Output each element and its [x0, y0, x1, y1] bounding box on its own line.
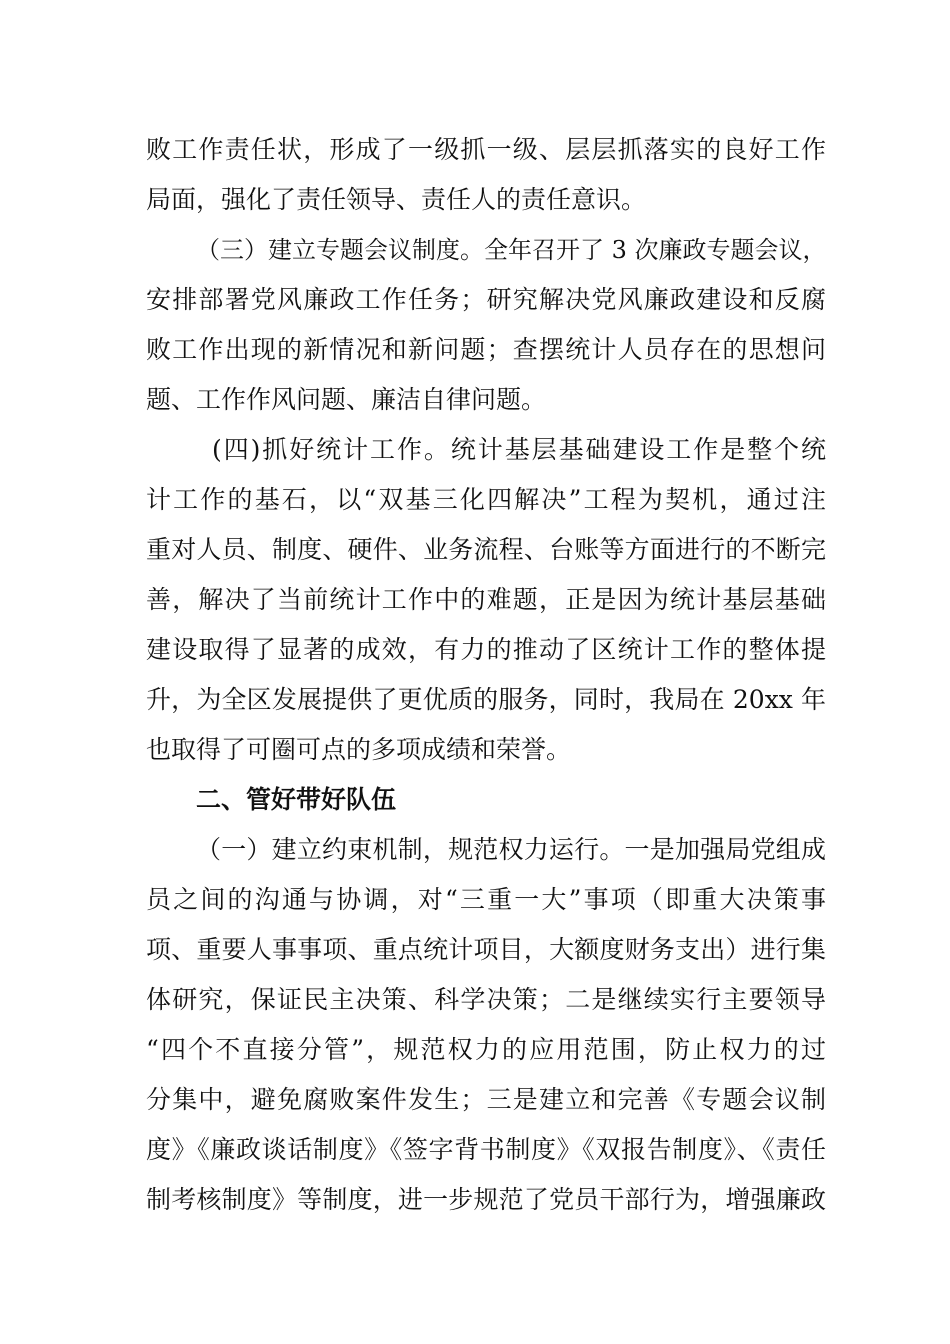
paragraph-first-line: (四)抓好统计工作。统计基层基础建设工作是整个统	[212, 435, 826, 464]
text-line: 善，解决了当前统计工作中的难题，正是因为统计基层基础	[146, 585, 826, 614]
text-line: 制考核制度》等制度，进一步规范了党员干部行为，增强廉政	[146, 1185, 826, 1214]
text-line: 败工作责任状，形成了一级抓一级、层层抓落实的良好工作	[146, 135, 826, 164]
text-line: 题、工作作风问题、廉洁自律问题。	[146, 385, 547, 414]
text-line: 度》《廉政谈话制度》《签字背书制度》《双报告制度》、《责任	[146, 1135, 826, 1164]
text-line: 重对人员、制度、硬件、业务流程、台账等方面进行的不断完	[146, 535, 826, 564]
text-line: 计工作的基石，以“双基三化四解决”工程为契机，通过注	[146, 485, 826, 514]
paragraph-first-line: （三）建立专题会议制度。全年召开了 3 次廉政专题会议，	[196, 236, 827, 264]
text-line: 局面，强化了责任领导、责任人的责任意识。	[146, 185, 647, 214]
text-line: 升，为全区发展提供了更优质的服务，同时，我局在 20xx 年	[146, 685, 826, 714]
text-line: “四个不直接分管”，规范权力的应用范围，防止权力的过	[146, 1035, 826, 1064]
paragraph-first-line: （一）建立约束机制，规范权力运行。一是加强局党组成	[196, 835, 826, 864]
text-line: 建设取得了显著的成效，有力的推动了区统计工作的整体提	[146, 635, 826, 664]
section-heading: 二、管好带好队伍	[196, 785, 397, 814]
text-line: 败工作出现的新情况和新问题；查摆统计人员存在的思想问	[146, 335, 826, 364]
text-line: 员之间的沟通与协调，对“三重一大”事项（即重大决策事	[146, 885, 826, 914]
text-line: 也取得了可圈可点的多项成绩和荣誉。	[146, 735, 572, 764]
text-line: 安排部署党风廉政工作任务；研究解决党风廉政建设和反腐	[146, 285, 826, 314]
text-line: 体研究，保证民主决策、科学决策；二是继续实行主要领导	[146, 985, 826, 1014]
text-line: 分集中，避免腐败案件发生；三是建立和完善《专题会议制	[146, 1085, 826, 1114]
text-line: 项、重要人事事项、重点统计项目，大额度财务支出）进行集	[146, 935, 826, 964]
